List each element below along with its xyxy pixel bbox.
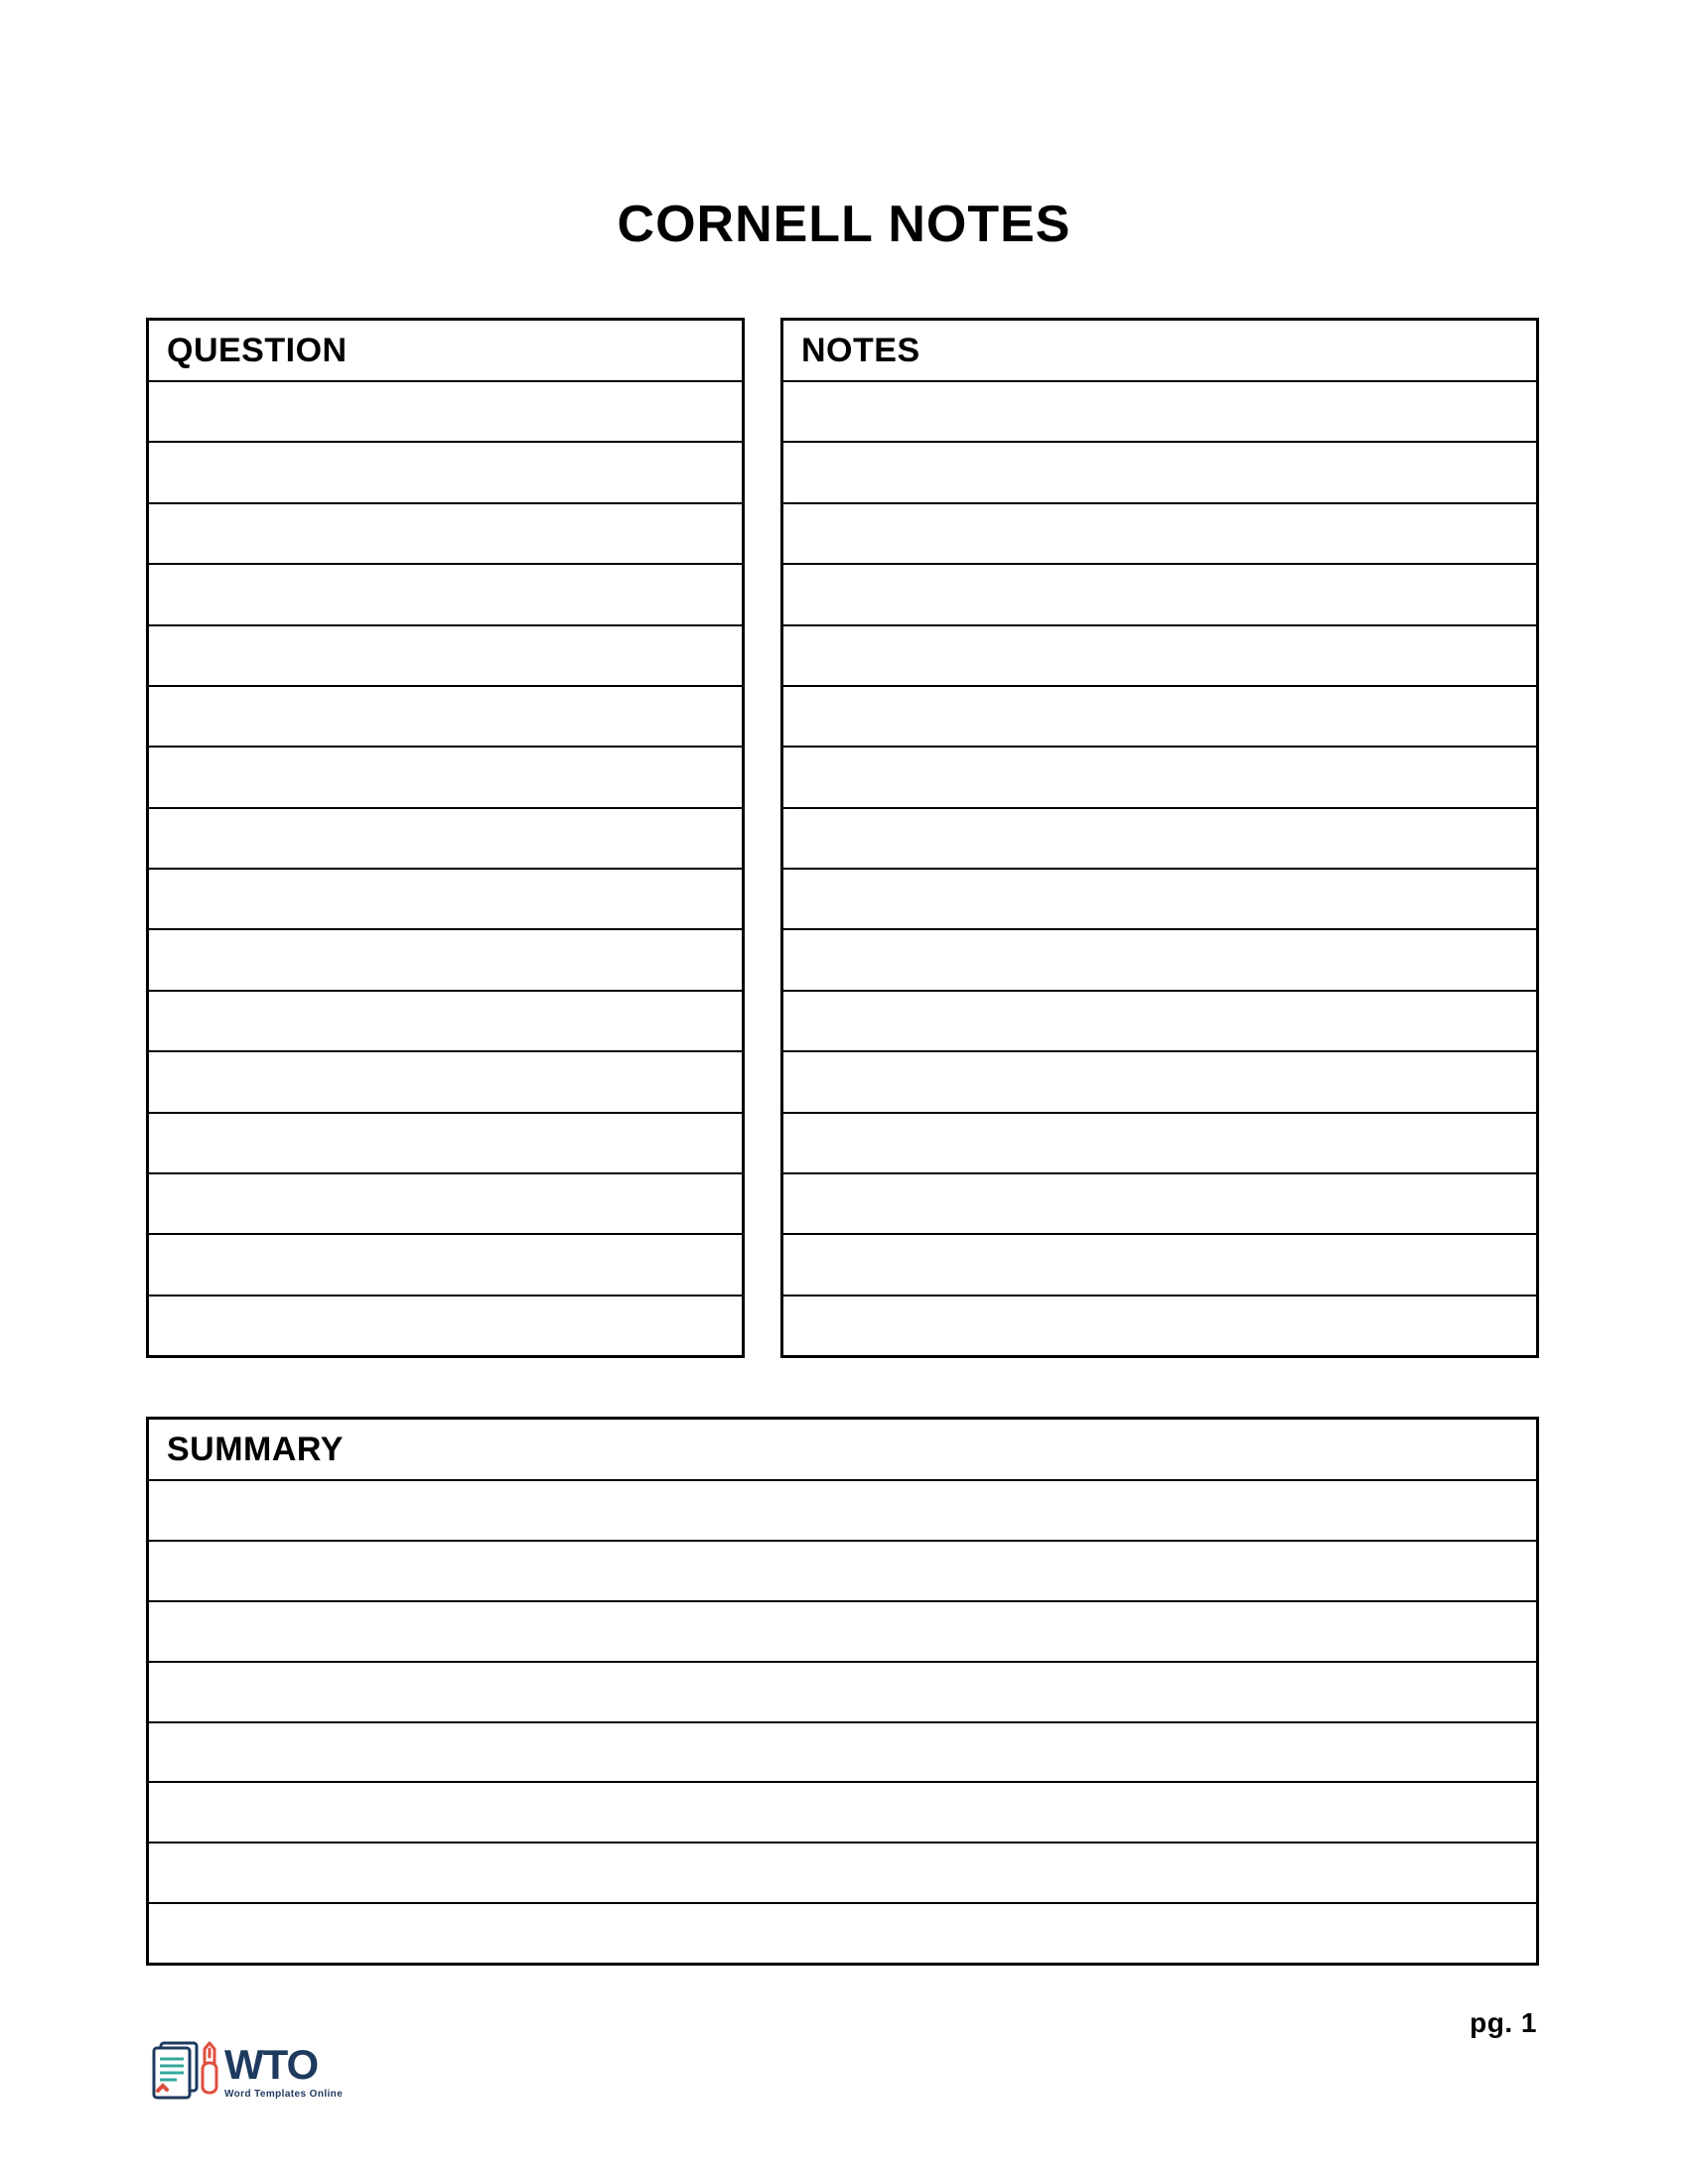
table-row [149, 1052, 742, 1113]
page-number: pg. 1 [1470, 2007, 1537, 2038]
summary-table-header: SUMMARY [149, 1420, 1536, 1481]
notes-table [780, 318, 1539, 1358]
table-row [149, 992, 742, 1052]
table-row [149, 1297, 742, 1355]
table-row [149, 870, 742, 930]
table-row [149, 565, 742, 625]
table-row [149, 1174, 742, 1235]
table-row [783, 748, 1536, 808]
question-table-header: QUESTION [149, 321, 742, 382]
document-icon [147, 2041, 220, 2108]
table-row [783, 870, 1536, 930]
table-row [149, 1602, 1536, 1663]
table-row [149, 1235, 742, 1296]
table-row [149, 504, 742, 565]
table-row [149, 1663, 1536, 1723]
table-row [783, 382, 1536, 443]
table-row [149, 382, 742, 443]
question-table-body [149, 382, 742, 1355]
notes-table-header: NOTES [783, 321, 1536, 382]
summary-table-body [149, 1481, 1536, 1963]
table-row [783, 930, 1536, 991]
table-row [149, 443, 742, 503]
pen-icon [203, 2043, 216, 2093]
logo-tagline: Word Templates Online [224, 2088, 344, 2100]
summary-table [146, 1417, 1539, 1966]
notes-table-body [783, 382, 1536, 1355]
table-row [149, 626, 742, 687]
page-title: CORNELL NOTES [617, 196, 1071, 253]
table-row [149, 1542, 1536, 1602]
table-row [149, 1114, 742, 1174]
table-row [783, 687, 1536, 748]
logo-acronym: WTO [224, 2041, 319, 2088]
table-row [783, 626, 1536, 687]
table-row [783, 992, 1536, 1052]
wto-logo [147, 2041, 343, 2108]
table-row [149, 748, 742, 808]
table-row [783, 565, 1536, 625]
logo-text-block [224, 2041, 344, 2100]
table-row [149, 1481, 1536, 1542]
table-row [783, 1052, 1536, 1113]
table-row [149, 930, 742, 991]
table-row [149, 687, 742, 748]
table-row [783, 1235, 1536, 1296]
table-row [783, 504, 1536, 565]
table-row [783, 809, 1536, 870]
table-row [783, 1297, 1536, 1355]
table-row [783, 1114, 1536, 1174]
table-row [149, 809, 742, 870]
table-row [149, 1843, 1536, 1904]
table-row [783, 1174, 1536, 1235]
table-row [149, 1904, 1536, 1963]
table-row [149, 1723, 1536, 1784]
table-row [149, 1783, 1536, 1843]
question-table [146, 318, 745, 1358]
table-row [783, 443, 1536, 503]
